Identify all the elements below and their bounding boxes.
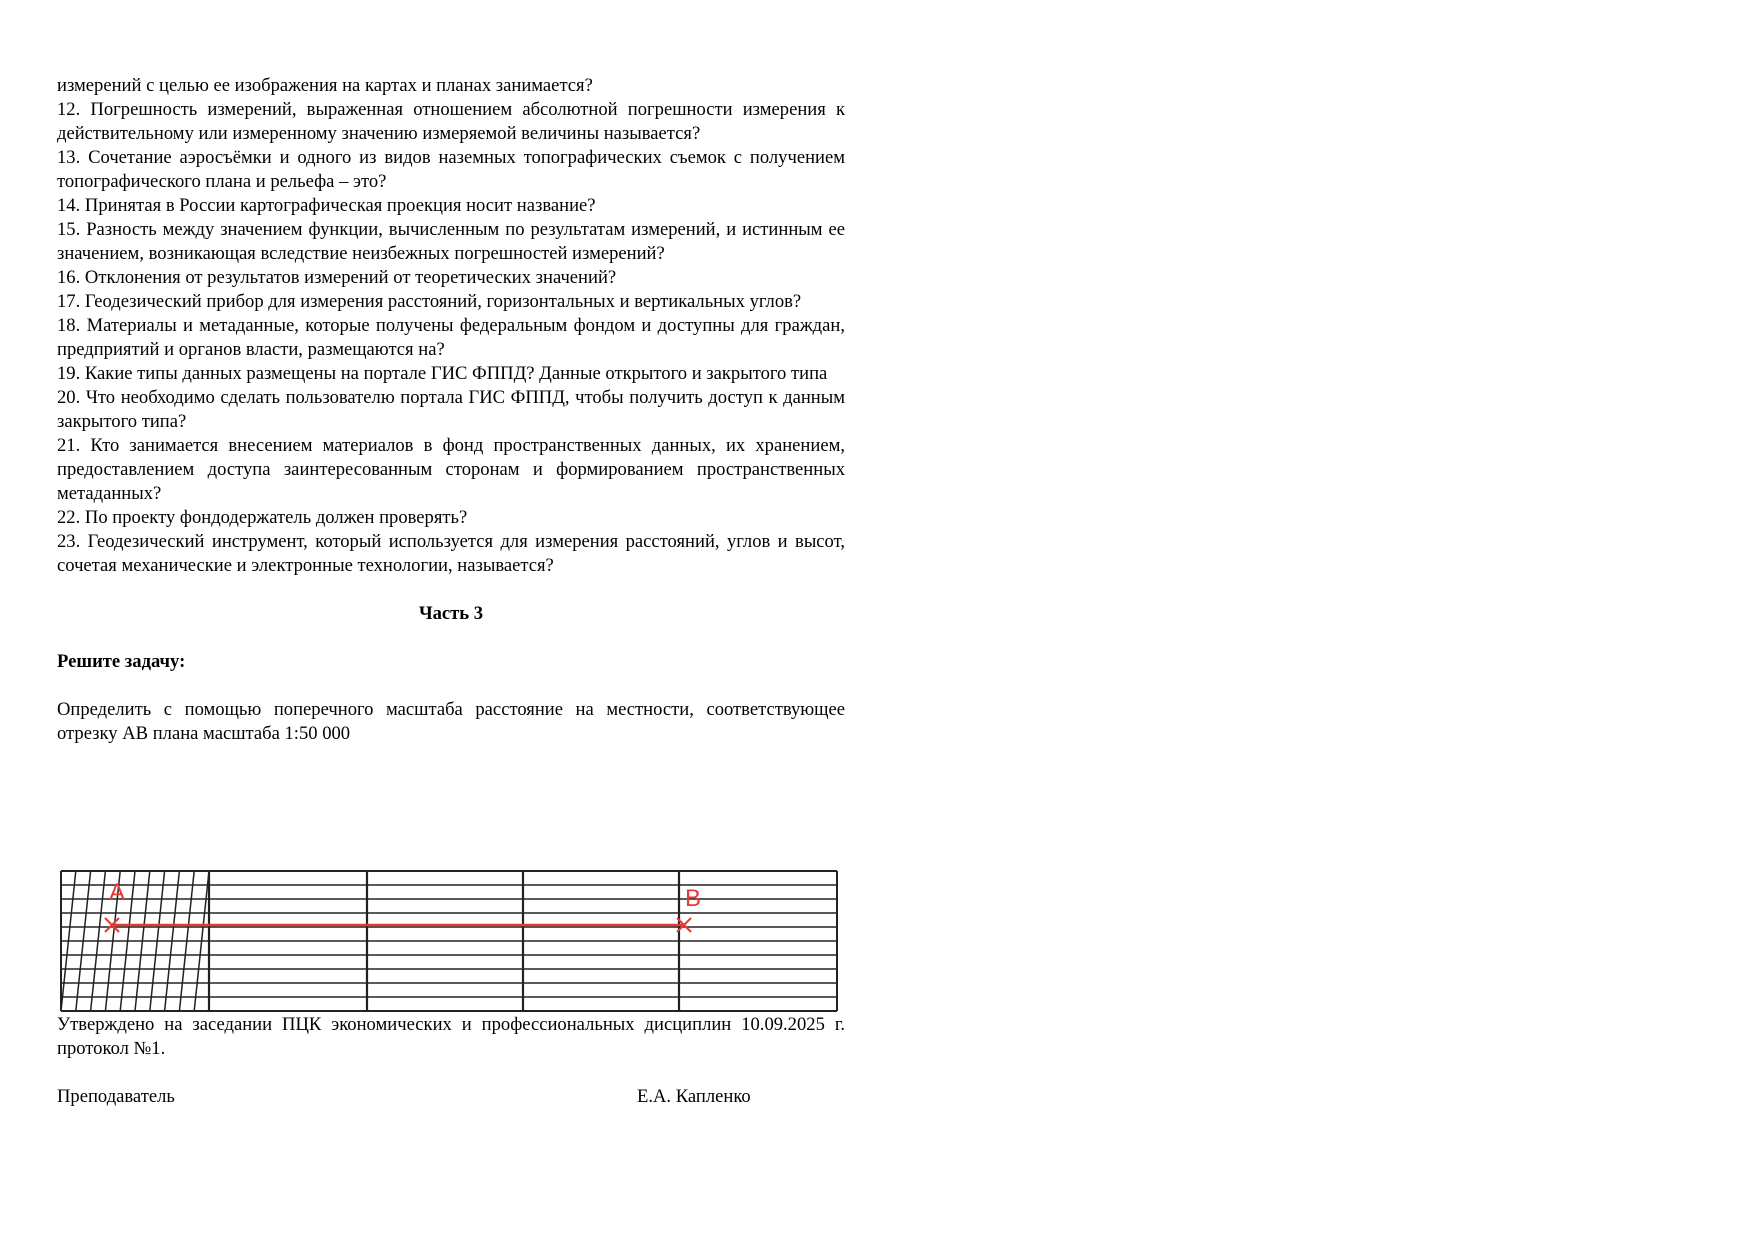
task-text: Определить с помощью поперечного масштаба расстояние на местности, соответствующее отрезку АВ плана масштаба 1:50 000 [57, 699, 845, 744]
question-20: 20. Что необходимо сделать пользователю портала ГИС ФППД, чтобы получить доступ к данным закрытого типа? [57, 387, 845, 432]
task-instruction: Решите задачу: [57, 651, 186, 672]
question-15: 15. Разность между значением функции, вычисленным по результатам измерений, и истинным ее значением, возникающая вследствие неизбежных погрешностей измерений? [57, 219, 845, 264]
question-18: 18. Материалы и метаданные, которые получены федеральным фондом и доступны для граждан, предприятий и органов власти, размещаются на? [57, 315, 845, 360]
question-22: 22. По проекту фондодержатель должен проверять? [57, 507, 468, 528]
question-14: 14. Принятая в России картографическая проекция носит название? [57, 195, 596, 216]
part-3-title: Часть 3 [418, 603, 484, 624]
transverse-scale-figure [57, 868, 841, 1014]
point-a-label: A [109, 879, 126, 906]
question-19: 19. Какие типы данных размещены на портале ГИС ФППД? Данные открытого и закрытого типа [57, 363, 828, 384]
transverse-scale-drawing [57, 868, 841, 1014]
signature-role: Преподаватель [57, 1086, 175, 1107]
approval-note: Утверждено на заседании ПЦК экономических и профессиональных дисциплин 10.09.2025 г. протокол №1. [57, 1014, 845, 1059]
signature-name: Е.А. Капленко [637, 1086, 751, 1107]
scale-grid [61, 871, 837, 1011]
question-12: 12. Погрешность измерений, выраженная отношением абсолютной погрешности измерения к действительному или измеренному значению измеряемой величины называется? [57, 99, 845, 144]
document-body [57, 74, 845, 746]
question-16: 16. Отклонения от результатов измерений от теоретических значений? [57, 267, 617, 288]
question-17: 17. Геодезический прибор для измерения расстояний, горизонтальных и вертикальных углов? [57, 291, 802, 312]
point-b-label: B [685, 885, 702, 912]
question-21: 21. Кто занимается внесением материалов в фонд пространственных данных, их хранением, предоставлением доступа заинтересованным сторонам и формированием пространственных метаданных? [57, 435, 845, 504]
signature-row [57, 1085, 845, 1109]
question-13: 13. Сочетание аэросъёмки и одного из видов наземных топографических съемок с получением топографического плана и рельефа – это? [57, 147, 845, 192]
question-11-continuation: измерений с целью ее изображения на картах и планах занимается? [57, 75, 593, 96]
question-23: 23. Геодезический инструмент, который используется для измерения расстояний, углов и высот, сочетая механические и электронные технологии, называется? [57, 531, 845, 576]
